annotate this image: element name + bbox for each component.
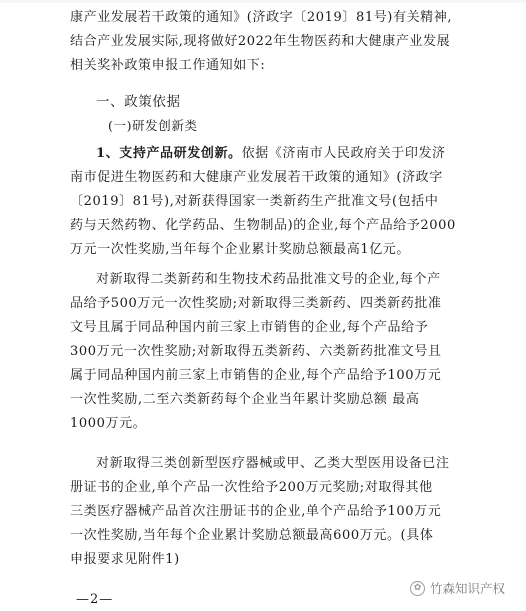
text-line: 三类医疗器械产品首次注册证书的企业,单个产品给予100万元 xyxy=(70,504,442,519)
text-line: 万元一次性奖励,当年每个企业累计奖励总额最高1亿元。 xyxy=(70,242,411,257)
text-line: 属于同品种国内前三家上市销售的企业,每个产品给予100万元 xyxy=(70,368,442,383)
text-line: 申报要求见附件1) xyxy=(70,552,180,567)
text-line: 300万元一次性奖励;对新取得五类新药、六类新药批准文号且 xyxy=(70,344,442,359)
text-line: 册证书的企业,单个产品一次性给予200万元奖励;对取得其他 xyxy=(70,480,433,495)
subsection-heading: (一)研发创新类 xyxy=(108,118,198,133)
text-line: 结合产业发展实际,现将做好2022年生物医药和大健康产业发展 xyxy=(70,34,451,49)
page-number: —2— xyxy=(76,592,114,607)
text-line: 南市促进生物医药和大健康产业发展若干政策的通知》(济政字 xyxy=(70,170,443,185)
text-line: 一次性奖励,二至六类新药每个企业当年累计奖励总额 最高 xyxy=(70,392,420,407)
para1-lead: 1、支持产品研发创新。 xyxy=(96,146,242,161)
text-line: 〔2019〕81号),对新获得国家一类新药生产批准文号(包括中 xyxy=(70,194,439,209)
section-heading: 一、政策依据 xyxy=(96,94,181,110)
text-line: 文号且属于同品种国内前三家上市销售的企业,每个产品给予 xyxy=(70,320,429,335)
text-line: 相关奖补政策申报工作通知如下: xyxy=(70,58,266,73)
paragraph-1-first-line xyxy=(96,146,476,162)
text-line: 一次性奖励,当年每个企业累计奖励总额最高600万元。(具体 xyxy=(70,528,434,543)
para1-text: 依据《济南市人民政府关于印发济 xyxy=(241,146,446,161)
wechat-icon: ✿ xyxy=(410,581,425,596)
text-line: 1000万元。 xyxy=(70,416,147,431)
text-line: 对新取得二类新药和生物技术药品批准文号的企业,每个产 xyxy=(96,272,441,287)
text-line: 对新取得三类创新型医疗器械或甲、乙类大型医用设备已注 xyxy=(96,456,450,471)
text-line: 康产业发展若干政策的通知》(济政字〔2019〕81号)有关精神, xyxy=(70,10,453,25)
watermark-text: 竹森知识产权 xyxy=(430,581,506,596)
text-line: 药与天然药物、化学药品、生物制品)的企业,每个产品给予2000 xyxy=(70,218,456,233)
watermark xyxy=(410,579,520,597)
text-line: 品给予500万元一次性奖励;对新取得三类新药、四类新药批准 xyxy=(70,296,442,311)
top-border xyxy=(0,0,526,3)
